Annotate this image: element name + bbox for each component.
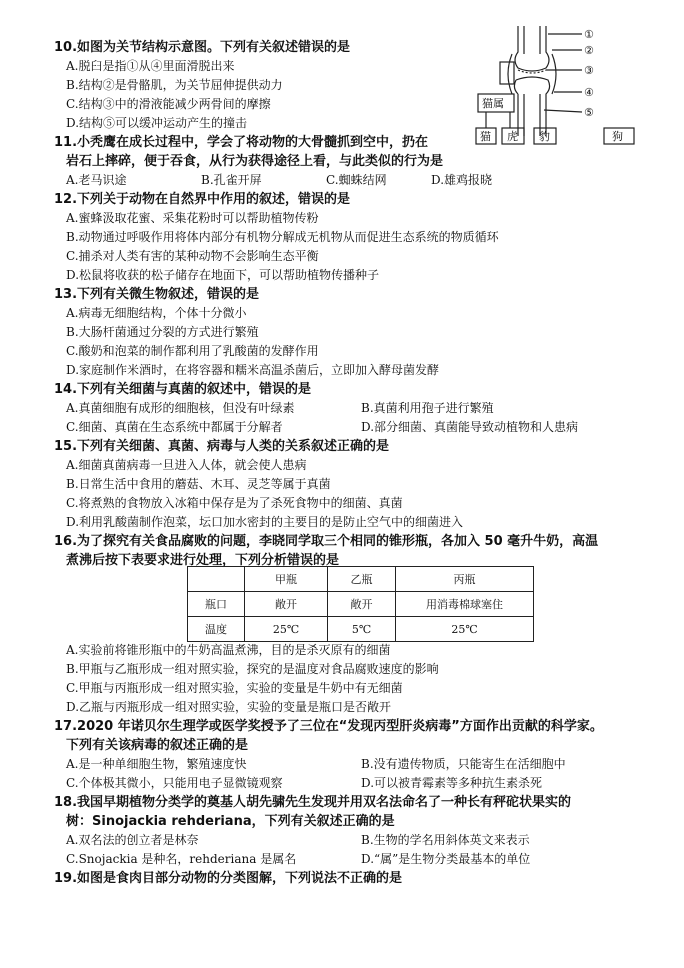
table-cell: 5℃: [328, 617, 396, 642]
figure-label-4: ④: [584, 86, 594, 99]
q17-option-a: A.是一种单细胞生物，繁殖速度快: [66, 757, 247, 771]
q14-option-a: A.真菌细胞有成形的细胞核，但没有叶绿素: [66, 401, 295, 415]
q12-option-a: A.蜜蜂汲取花蜜、采集花粉时可以帮助植物传粉: [66, 211, 319, 225]
q10-option-a: A.脱臼是指①从④里面滑脱出来: [66, 59, 235, 73]
question-10-stem: 10.如图为关节结构示意图。下列有关叙述错误的是: [54, 40, 351, 55]
q11-option-c: C.蜘蛛结网: [326, 173, 387, 187]
q14-option-b: B.真菌利用孢子进行繁殖: [361, 401, 494, 415]
table-header-cell: 乙瓶: [328, 567, 396, 592]
q18-option-c: C.Snojackia 是种名，rehderiana 是属名: [66, 852, 297, 866]
question-15-stem: 15.下列有关细菌、真菌、病毒与人类的关系叙述正确的是: [54, 439, 390, 454]
question-17-stem-line2: 下列有关该病毒的叙述正确的是: [66, 738, 249, 753]
table-row: [188, 617, 534, 642]
figure-label-3: ③: [584, 64, 594, 77]
table-header-row: [188, 567, 534, 592]
table-header-cell: 丙瓶: [396, 567, 534, 592]
table-cell: 25℃: [396, 617, 534, 642]
table-header-cell: 甲瓶: [245, 567, 328, 592]
q11-option-b: B.孔雀开屏: [201, 173, 262, 187]
figure-label-2: ②: [584, 44, 594, 57]
question-19-stem: 19.如图是食肉目部分动物的分类图解，下列说法不正确的是: [54, 871, 403, 886]
q18-option-a: A.双名法的创立者是林奈: [66, 833, 199, 847]
question-16-stem-line1: 16.为了探究有关食品腐败的问题，李晓同学取三个相同的锥形瓶，各加入 50 毫升牛奶，高温: [54, 534, 599, 549]
joint-structure-figure: [474, 24, 658, 148]
question-14-stem: 14.下列有关细菌与真菌的叙述中，错误的是: [54, 382, 312, 397]
joint-capsule-right: [552, 54, 556, 94]
box-cat: 猫: [480, 130, 491, 143]
q14-option-c: C.细菌、真菌在生态系统中都属于分解者: [66, 420, 283, 434]
q15-option-a: A.细菌真菌病毒一旦进入人体，就会使人患病: [66, 458, 307, 472]
q13-option-b: B.大肠杆菌通过分裂的方式进行繁殖: [66, 325, 259, 339]
question-13-stem: 13.下列有关微生物叙述，错误的是: [54, 287, 260, 302]
q17-option-b: B.没有遗传物质，只能寄生在活细胞中: [361, 757, 566, 771]
question-16-stem-line2: 煮沸后按下表要求进行处理，下列分析错误的是: [66, 553, 340, 568]
q12-option-c: C.捕杀对人类有害的某种动物不会影响生态平衡: [66, 249, 319, 263]
box-tiger: 虎: [507, 130, 518, 143]
joint-capsule-left: [508, 54, 512, 94]
q10-option-d: D.结构⑤可以缓冲运动产生的撞击: [66, 116, 248, 130]
q10-option-b: B.结构②是骨骼肌，为关节屈伸提供动力: [66, 78, 283, 92]
q13-option-c: C.酸奶和泡菜的制作都利用了乳酸菌的发酵作用: [66, 344, 319, 358]
q15-option-c: C.将煮熟的食物放入冰箱中保存是为了杀死食物中的细菌、真菌: [66, 496, 403, 510]
q10-option-c: C.结构③中的滑液能减少两骨间的摩擦: [66, 97, 271, 111]
question-18-stem-line2: 树：Sinojackia rehderiana，下列有关叙述正确的是: [66, 814, 395, 829]
q17-option-c: C.个体极其微小，只能用电子显微镜观察: [66, 776, 283, 790]
question-17-stem-line1: 17.2020 年诺贝尔生理学或医学奖授予了三位在“发现丙型肝炎病毒”方面作出贡献的科学家。: [54, 719, 603, 734]
upper-bone-shape: [515, 26, 549, 71]
experiment-table: [187, 566, 534, 642]
q15-option-b: B.日常生活中食用的蘑菇、木耳、灵芝等属于真菌: [66, 477, 331, 491]
table-cell: 用消毒棉球塞住: [396, 592, 534, 617]
table-cell: 温度: [188, 617, 245, 642]
q15-option-d: D.利用乳酸菌制作泡菜，坛口加水密封的主要目的是防止空气中的细菌进入: [66, 515, 464, 529]
box-leopard: 豹: [539, 130, 550, 143]
question-12-stem: 12.下列关于动物在自然界中作用的叙述，错误的是: [54, 192, 351, 207]
q17-option-d: D.可以被青霉素等多种抗生素杀死: [361, 776, 543, 790]
figure-label-5: ⑤: [584, 106, 594, 119]
box-cat-genus: 猫属: [482, 97, 504, 110]
q11-option-d: D.雄鸡报晓: [431, 173, 493, 187]
table-cell: 敞开: [328, 592, 396, 617]
table-cell: 瓶口: [188, 592, 245, 617]
q16-option-c: C.甲瓶与丙瓶形成一组对照实验，实验的变量是牛奶中有无细菌: [66, 681, 403, 695]
q16-option-a: A.实验前将锥形瓶中的牛奶高温煮沸，目的是杀灭原有的细菌: [66, 643, 391, 657]
q13-option-d: D.家庭制作米酒时，在将容器和糯米高温杀菌后，立即加入酵母菌发酵: [66, 363, 440, 377]
q18-option-d: D.“属”是生物分类最基本的单位: [361, 852, 531, 866]
q11-option-a: A.老马识途: [66, 173, 127, 187]
q18-option-b: B.生物的学名用斜体英文来表示: [361, 833, 530, 847]
q14-option-d: D.部分细菌、真菌能导致动植物和人患病: [361, 420, 579, 434]
q13-option-a: A.病毒无细胞结构，个体十分微小: [66, 306, 247, 320]
table-row: [188, 592, 534, 617]
table-cell: 敞开: [245, 592, 328, 617]
question-11-stem-line2: 岩石上摔碎，便于吞食，从行为获得途径上看，与此类似的行为是: [66, 154, 444, 169]
question-11-stem-line1: 11.小秃鹰在成长过程中，学会了将动物的大骨髓抓到空中，扔在: [54, 135, 429, 150]
q12-option-b: B.动物通过呼吸作用将体内部分有机物分解成无机物从而促进生态系统的物质循环: [66, 230, 499, 244]
box-dog: 狗: [612, 130, 623, 143]
table-cell: 25℃: [245, 617, 328, 642]
figure-label-1: ①: [584, 28, 594, 41]
q16-option-b: B.甲瓶与乙瓶形成一组对照实验，探究的是温度对食品腐败速度的影响: [66, 662, 439, 676]
table-header-cell: [188, 567, 245, 592]
lower-bone-shape: [514, 77, 549, 136]
q16-option-d: D.乙瓶与丙瓶形成一组对照实验，实验的变量是瓶口是否敞开: [66, 700, 392, 714]
question-18-stem-line1: 18.我国早期植物分类学的奠基人胡先骕先生发现并用双名法命名了一种长有秤砣状果实的: [54, 795, 572, 810]
q12-option-d: D.松鼠将收获的松子储存在地面下，可以帮助植物传播种子: [66, 268, 380, 282]
